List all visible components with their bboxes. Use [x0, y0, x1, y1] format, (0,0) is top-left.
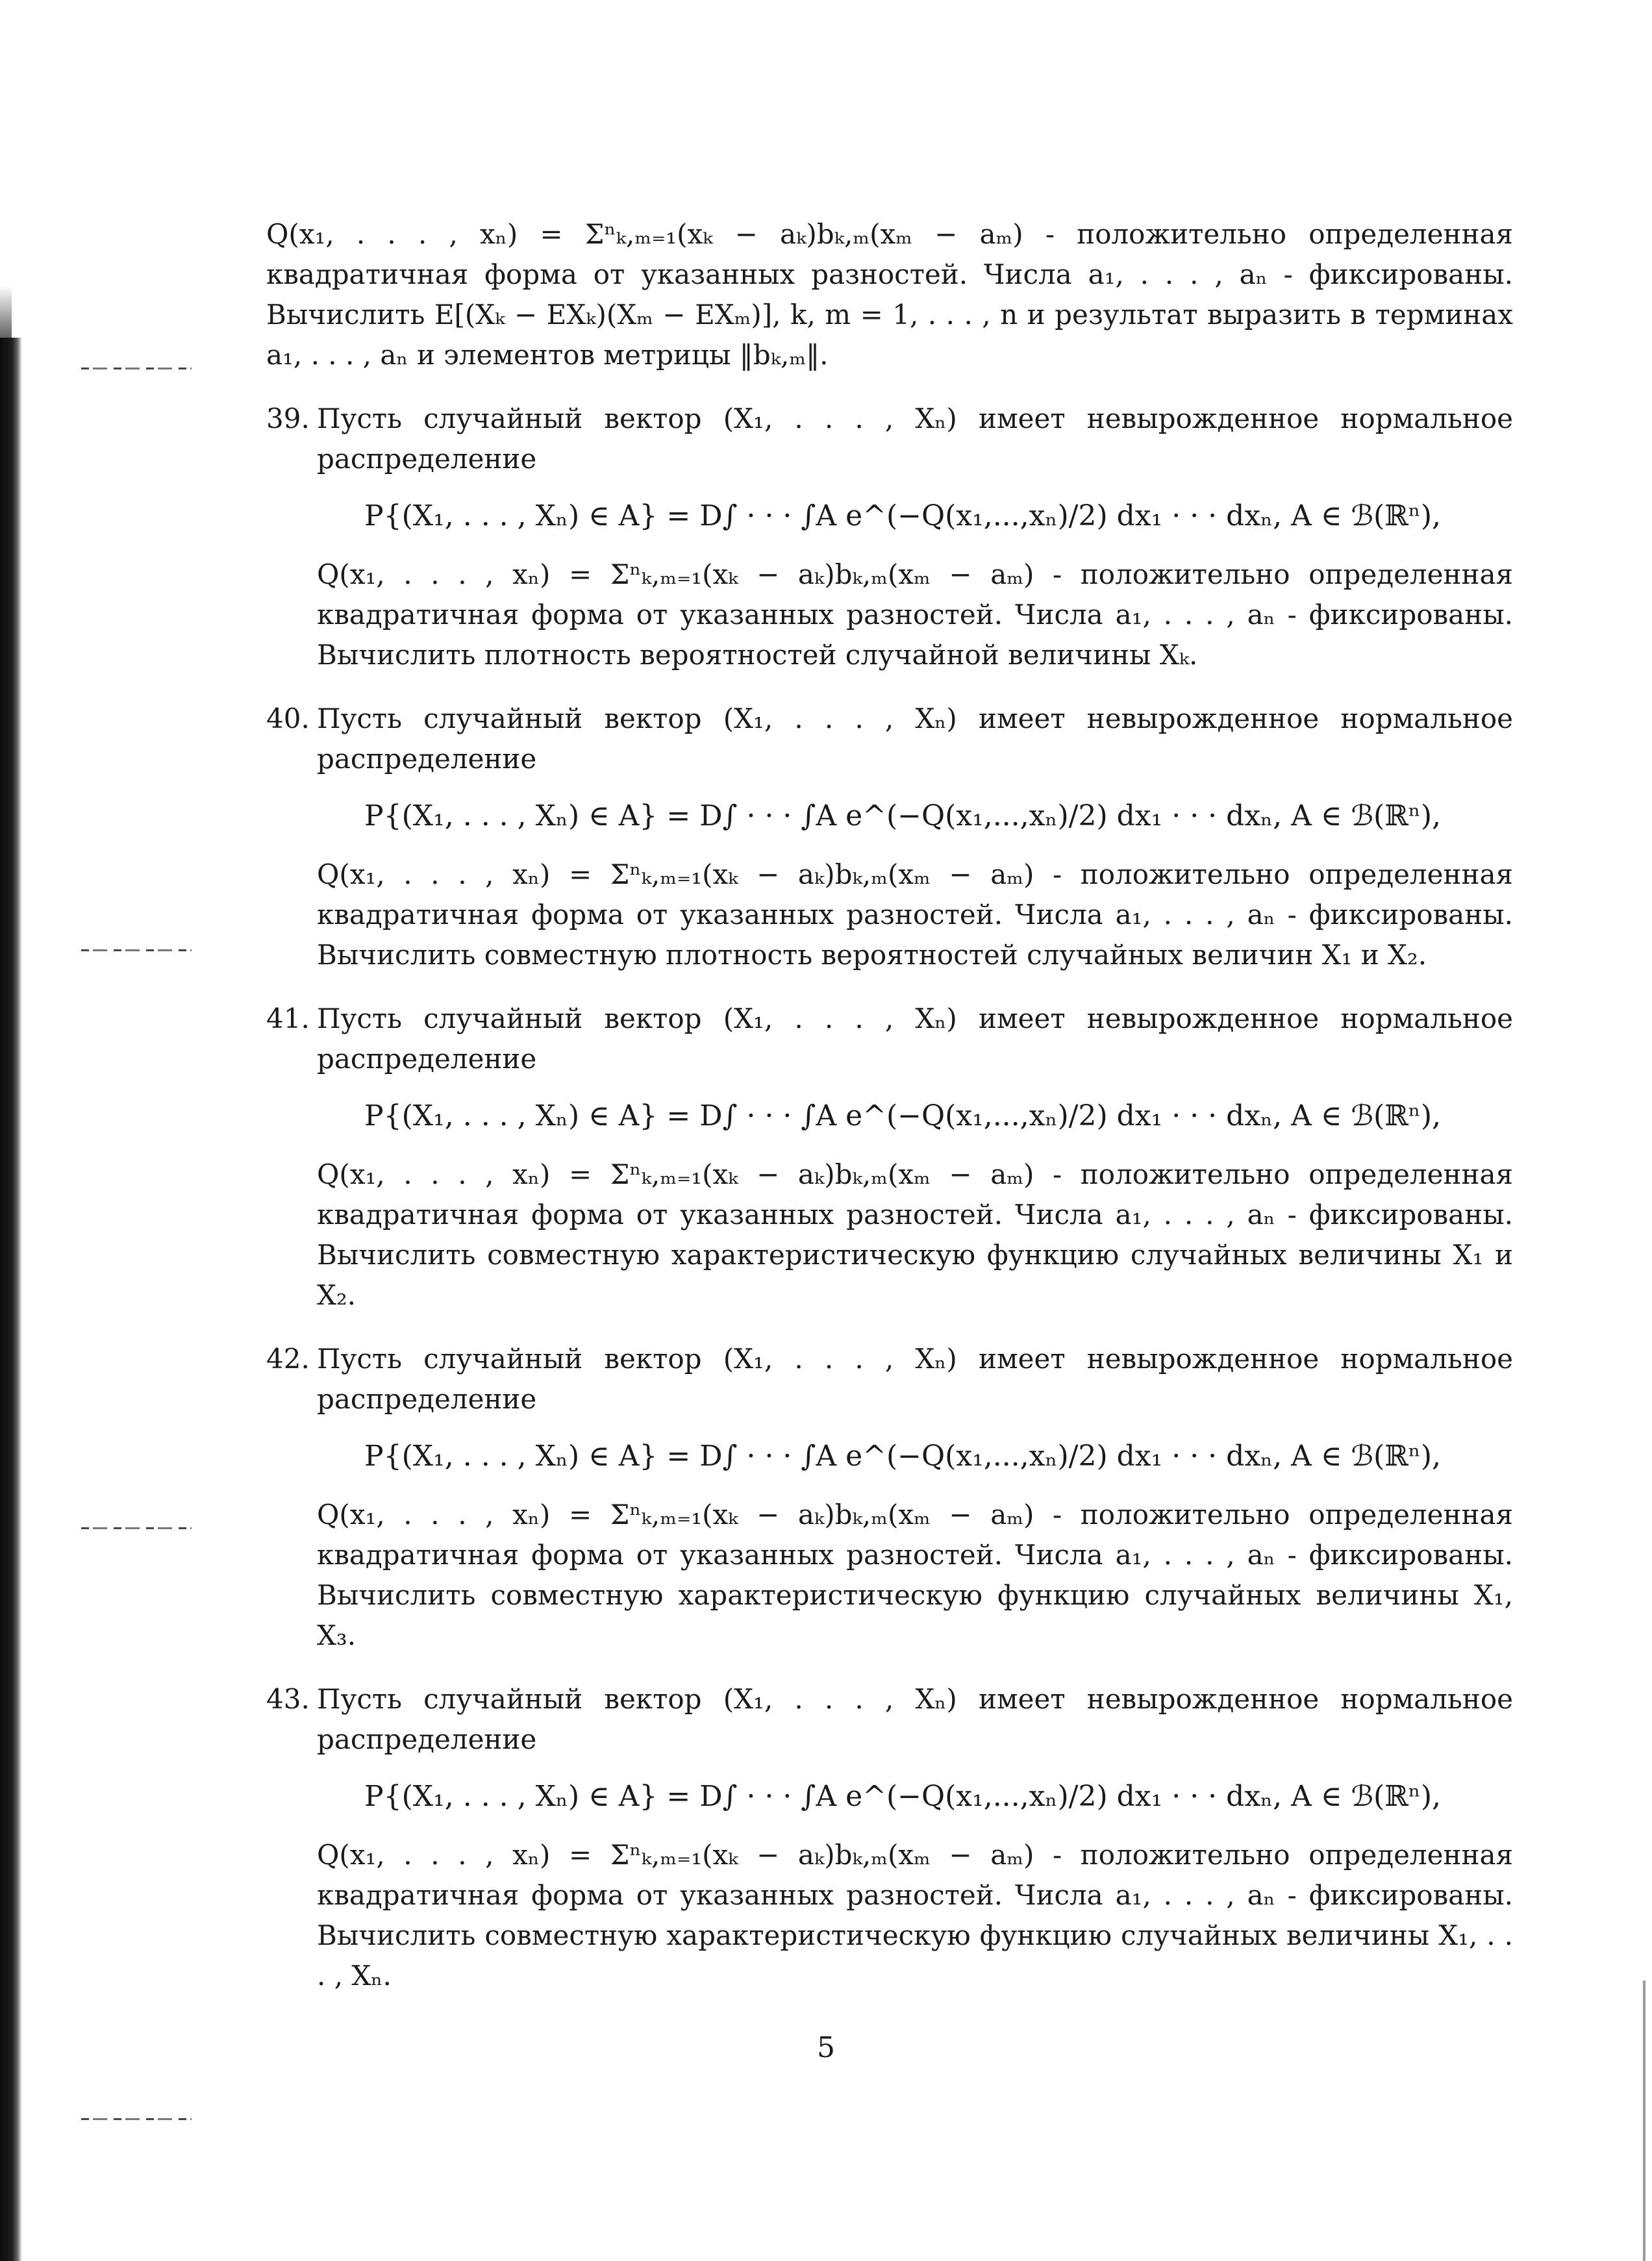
distribution-formula: P{(X₁, . . . , Xₙ) ∈ A} = D∫ · · · ∫A e^(−Q(x₁,...,xₙ)/2) dx₁ · · · dxₙ, A ∈ ℬ(ℝⁿ), [364, 499, 1441, 532]
hole-punch-mark [81, 1527, 192, 1529]
distribution-formula: P{(X₁, . . . , Xₙ) ∈ A} = D∫ · · · ∫A e^(−Q(x₁,...,xₙ)/2) dx₁ · · · dxₙ, A ∈ ℬ(ℝⁿ), [364, 1440, 1441, 1473]
document-page [266, 214, 1513, 1996]
hole-punch-mark [81, 949, 192, 951]
distribution-formula: P{(X₁, . . . , Xₙ) ∈ A} = D∫ · · · ∫A e^(−Q(x₁,...,xₙ)/2) dx₁ · · · dxₙ, A ∈ ℬ(ℝⁿ), [364, 1780, 1441, 1813]
problem-number: 39. [266, 403, 310, 434]
problem-42 [266, 1339, 1513, 1656]
distribution-formula: P{(X₁, . . . , Xₙ) ∈ A} = D∫ · · · ∫A e^(−Q(x₁,...,xₙ)/2) dx₁ · · · dxₙ, A ∈ ℬ(ℝⁿ), [364, 1099, 1441, 1132]
problem-text: Q(x₁, . . . , xₙ) = Σⁿₖ,ₘ₌₁(xₖ − aₖ)bₖ,ₘ(xₘ − aₘ) - положительно определенная квадратичная форма от указанных разностей. Числа a₁, . . . , aₙ - фиксированы. Вычислить совместную характеристическую функцию случайных величины X₁, . . . , Xₙ. [317, 1839, 1513, 1992]
problem-intro: Пусть случайный вектор (X₁, . . . , Xₙ) имеет невырожденное нормальное распределение [317, 1003, 1513, 1075]
problem-number: 40. [266, 703, 310, 734]
problem-text: Q(x₁, . . . , xₙ) = Σⁿₖ,ₘ₌₁(xₖ − aₖ)bₖ,ₘ(xₘ − aₘ) - положительно определенная квадратичная форма от указанных разностей. Числа a₁, . . . , aₙ - фиксированы. Вычислить совместную плотность вероятностей случайных величин X₁ и X₂. [317, 858, 1513, 971]
problem-41 [266, 999, 1513, 1316]
problem-number: 43. [266, 1683, 310, 1715]
problem-number: 41. [266, 1003, 310, 1034]
intro-paragraph: Q(x₁, . . . , xₙ) = Σⁿₖ,ₘ₌₁(xₖ − aₖ)bₖ,ₘ(xₘ − aₘ) - положительно определенная квадратичная форма от указанных разностей. Числа a₁, . . . , aₙ - фиксированы. Вычислить E[(Xₖ − EXₖ)(Xₘ − EXₘ)], k, m = 1, . . . , n и результат выразить в терминах a₁, . . . , aₙ и элементов метрицы ‖bₖ,ₘ‖. [266, 218, 1513, 371]
distribution-formula: P{(X₁, . . . , Xₙ) ∈ A} = D∫ · · · ∫A e^(−Q(x₁,...,xₙ)/2) dx₁ · · · dxₙ, A ∈ ℬ(ℝⁿ), [364, 799, 1441, 832]
problem-43 [266, 1679, 1513, 1996]
problem-text: Q(x₁, . . . , xₙ) = Σⁿₖ,ₘ₌₁(xₖ − aₖ)bₖ,ₘ(xₘ − aₘ) - положительно определенная квадратичная форма от указанных разностей. Числа a₁, . . . , aₙ - фиксированы. Вычислить плотность вероятностей случайной величины Xₖ. [317, 558, 1513, 671]
scan-edge-left [0, 338, 22, 2261]
hole-punch-mark [81, 368, 192, 369]
hole-punch-mark [81, 2118, 192, 2120]
problem-39 [266, 399, 1513, 675]
problem-text: Q(x₁, . . . , xₙ) = Σⁿₖ,ₘ₌₁(xₖ − aₖ)bₖ,ₘ(xₘ − aₘ) - положительно определенная квадратичная форма от указанных разностей. Числа a₁, . . . , aₙ - фиксированы. Вычислить совместную характеристическую функцию случайных величины X₁, X₃. [317, 1499, 1513, 1651]
problem-number: 42. [266, 1343, 310, 1375]
problem-intro: Пусть случайный вектор (X₁, . . . , Xₙ) имеет невырожденное нормальное распределение [317, 403, 1513, 475]
problem-text: Q(x₁, . . . , xₙ) = Σⁿₖ,ₘ₌₁(xₖ − aₖ)bₖ,ₘ(xₘ − aₘ) - положительно определенная квадратичная форма от указанных разностей. Числа a₁, . . . , aₙ - фиксированы. Вычислить совместную характеристическую функцию случайных величины X₁ и X₂. [317, 1158, 1513, 1311]
problem-intro: Пусть случайный вектор (X₁, . . . , Xₙ) имеет невырожденное нормальное распределение [317, 1343, 1513, 1415]
problem-intro: Пусть случайный вектор (X₁, . . . , Xₙ) имеет невырожденное нормальное распределение [317, 1683, 1513, 1755]
page-number: 5 [817, 2031, 835, 2064]
scan-edge-right [1643, 1980, 1646, 2261]
problem-intro: Пусть случайный вектор (X₁, . . . , Xₙ) имеет невырожденное нормальное распределение [317, 703, 1513, 775]
problem-40 [266, 699, 1513, 975]
